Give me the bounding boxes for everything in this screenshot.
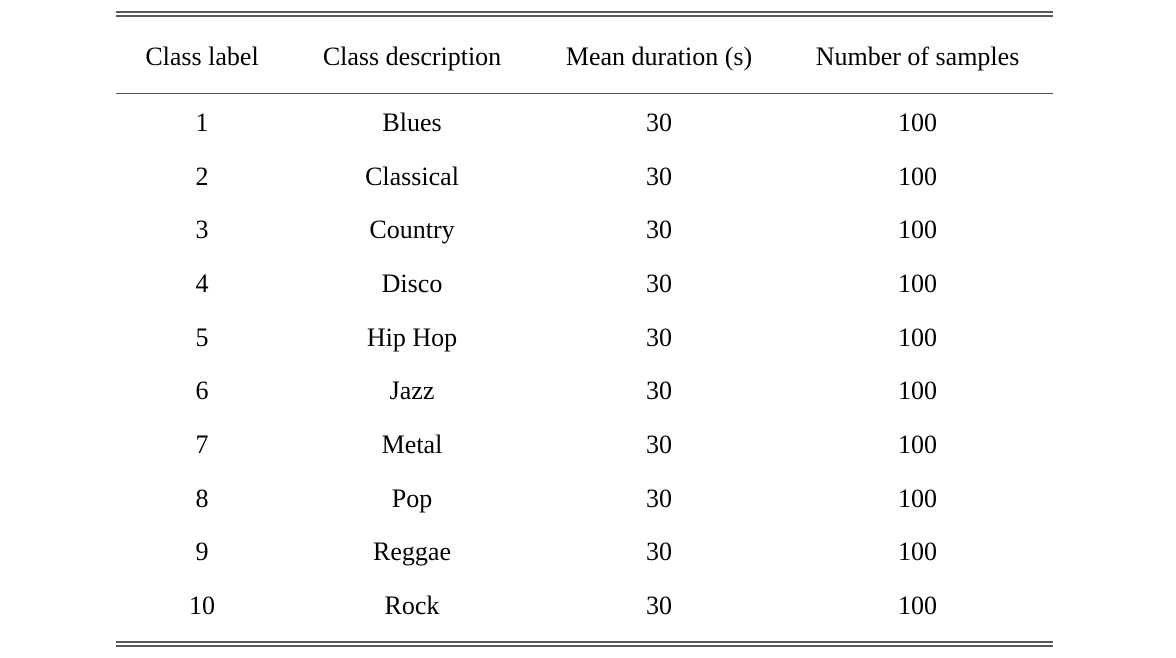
cell-class-description: Classical xyxy=(365,161,459,191)
column-header-mean-duration: Mean duration (s) xyxy=(565,42,753,71)
table-row xyxy=(116,526,1053,580)
genre-table-container xyxy=(116,11,1053,647)
cell-class-label: 9 xyxy=(195,537,209,567)
bottom-rule xyxy=(116,641,1053,647)
cell-number-of-samples: 100 xyxy=(898,376,937,406)
table-body xyxy=(116,96,1053,633)
table-row xyxy=(116,150,1053,204)
cell-number-of-samples: 100 xyxy=(898,591,937,621)
cell-number-of-samples: 100 xyxy=(898,161,937,191)
cell-class-description: Reggae xyxy=(373,537,451,567)
cell-mean-duration: 30 xyxy=(646,376,672,406)
cell-number-of-samples: 100 xyxy=(898,215,937,245)
cell-mean-duration: 30 xyxy=(646,591,672,621)
cell-class-label: 5 xyxy=(195,322,209,352)
cell-number-of-samples: 100 xyxy=(898,107,937,137)
table-row xyxy=(116,96,1053,150)
cell-mean-duration: 30 xyxy=(646,537,672,567)
cell-mean-duration: 30 xyxy=(646,483,672,513)
genre-table-body xyxy=(116,96,1053,633)
table-row xyxy=(116,364,1053,418)
cell-number-of-samples: 100 xyxy=(898,429,937,459)
cell-class-description: Hip Hop xyxy=(366,322,458,352)
table-row xyxy=(116,418,1053,472)
cell-number-of-samples: 100 xyxy=(898,483,937,513)
cell-mean-duration: 30 xyxy=(646,215,672,245)
cell-class-label: 7 xyxy=(195,429,209,459)
cell-class-label: 3 xyxy=(195,215,209,245)
cell-class-description: Jazz xyxy=(389,376,435,406)
cell-class-description: Pop xyxy=(391,483,433,513)
cell-mean-duration: 30 xyxy=(646,429,672,459)
table-row xyxy=(116,311,1053,365)
header-row xyxy=(116,17,1053,93)
cell-mean-duration: 30 xyxy=(646,322,672,352)
cell-class-label: 2 xyxy=(195,161,209,191)
cell-class-label: 6 xyxy=(195,376,209,406)
cell-number-of-samples: 100 xyxy=(898,268,937,298)
cell-mean-duration: 30 xyxy=(646,107,672,137)
cell-number-of-samples: 100 xyxy=(898,322,937,352)
column-header-class-label: Class label xyxy=(145,42,259,71)
cell-mean-duration: 30 xyxy=(646,161,672,191)
cell-class-description: Rock xyxy=(384,591,440,621)
cell-class-label: 8 xyxy=(195,483,209,513)
column-header-class-description: Class description xyxy=(322,42,502,71)
cell-class-label: 1 xyxy=(195,107,209,137)
table-row xyxy=(116,203,1053,257)
genre-table xyxy=(116,17,1053,93)
cell-class-description: Disco xyxy=(381,268,443,298)
cell-number-of-samples: 100 xyxy=(898,537,937,567)
cell-class-description: Country xyxy=(369,215,455,245)
cell-class-description: Metal xyxy=(381,429,443,459)
table-header xyxy=(116,17,1053,93)
table-row xyxy=(116,472,1053,526)
cell-class-label: 10 xyxy=(189,591,215,621)
cell-mean-duration: 30 xyxy=(646,268,672,298)
table-row xyxy=(116,257,1053,311)
column-header-number-of-samples: Number of samples xyxy=(815,42,1020,71)
cell-class-label: 4 xyxy=(195,268,209,298)
cell-class-description: Blues xyxy=(382,107,442,137)
table-row xyxy=(116,579,1053,633)
